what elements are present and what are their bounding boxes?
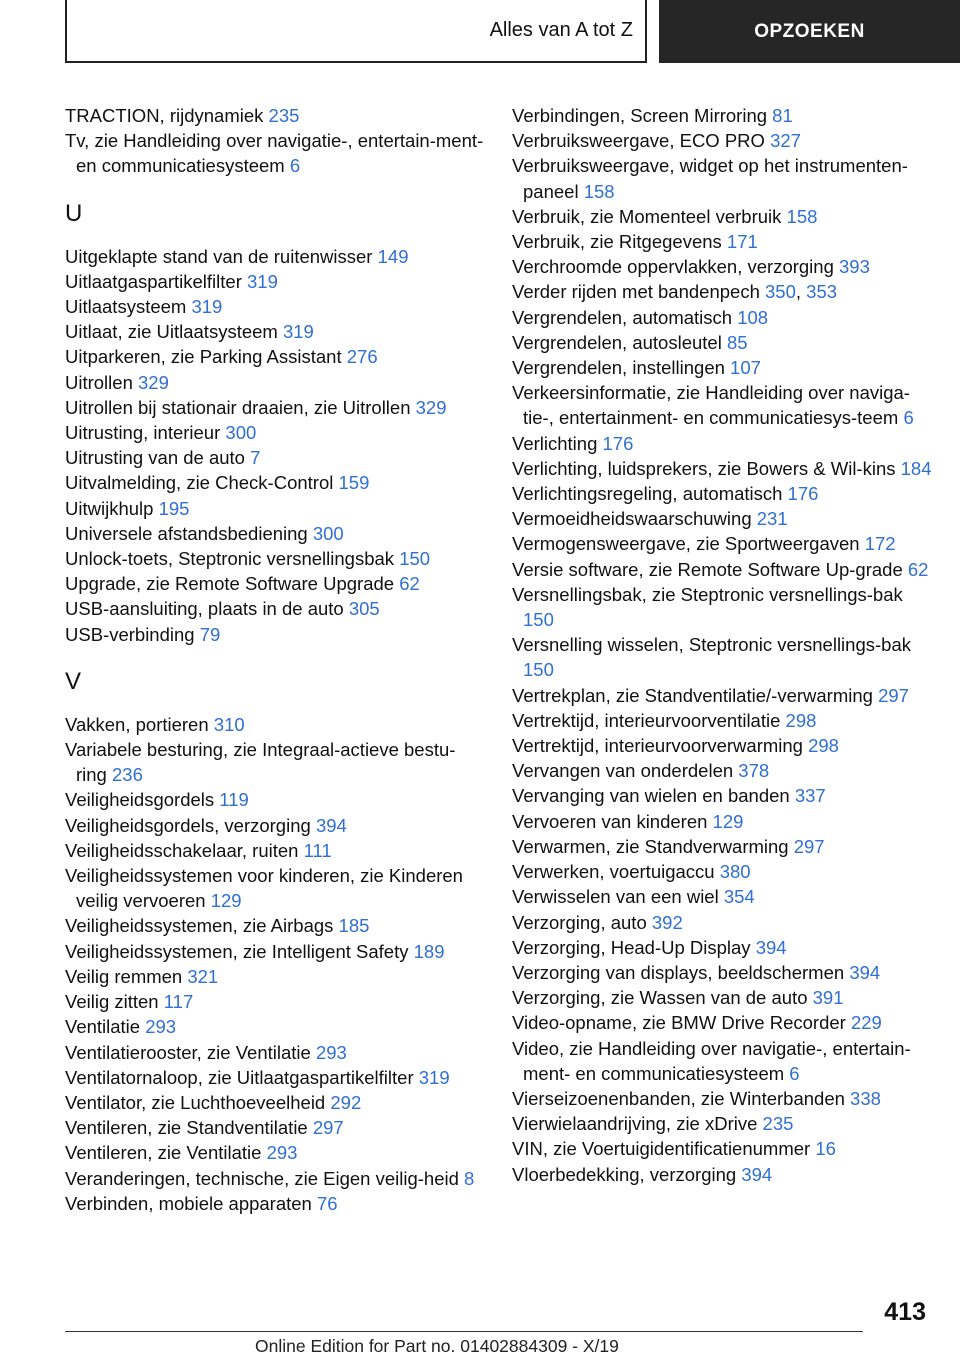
page-link[interactable]: 7 (250, 447, 261, 469)
page-link[interactable]: 297 (312, 1117, 344, 1139)
page-link[interactable]: 298 (785, 709, 817, 731)
entry-term: Verchroomde oppervlakken, verzorging (512, 256, 834, 278)
entry-term: Uitrollen bij stationair draaien, zie Uitrollen (65, 396, 411, 418)
index-entry (512, 809, 932, 834)
index-entry (512, 1010, 932, 1035)
index-entry (512, 582, 932, 632)
page-link[interactable]: 176 (602, 432, 634, 454)
entry-term: Verbruiksweergave, ECO PRO (512, 130, 765, 152)
index-entry (65, 395, 485, 420)
index-column-left (65, 103, 485, 1216)
index-entry (512, 1136, 932, 1161)
page-link[interactable]: 236 (112, 764, 143, 786)
index-entry (65, 596, 485, 621)
page-link[interactable]: 319 (247, 270, 278, 292)
page-link[interactable]: 235 (762, 1113, 794, 1135)
entry-term: USB-aansluiting, plaats in de auto (65, 598, 344, 620)
tab-opzoeken[interactable]: OPZOEKEN (659, 0, 960, 63)
page-link[interactable]: 327 (770, 130, 801, 152)
page-link[interactable]: 16 (815, 1138, 836, 1160)
entry-term: Video, zie Handleiding over navigatie-, entertain-ment- en communicatiesysteem (512, 1037, 911, 1084)
page-link[interactable]: 319 (191, 296, 223, 318)
entry-term: Vertrektijd, interieurvoorverwarming (512, 735, 803, 757)
entry-term: Verbruik, zie Momenteel verbruik (512, 205, 782, 227)
page-link[interactable]: 150 (523, 609, 554, 631)
entries-t (65, 103, 485, 179)
entry-term: Unlock-toets, Steptronic versnellingsbak (65, 548, 395, 570)
index-entry (512, 481, 932, 506)
page-link[interactable]: 321 (187, 965, 219, 987)
index-entry (65, 1166, 485, 1191)
entry-term: Vergrendelen, autosleutel (512, 331, 722, 353)
index-entry (65, 737, 485, 787)
entry-term: Verwerken, voertuigaccu (512, 861, 715, 883)
page-link[interactable]: 293 (145, 1016, 177, 1038)
entry-term: Video-opname, zie BMW Drive Recorder (512, 1012, 846, 1034)
section-letter-u: U (65, 199, 83, 227)
index-entry (65, 913, 485, 938)
index-entry (512, 632, 932, 682)
index-entry (512, 1086, 932, 1111)
index-entry (512, 935, 932, 960)
entry-term: Vergrendelen, instellingen (512, 357, 725, 379)
page-link[interactable]: 300 (312, 522, 344, 544)
page-link[interactable]: 172 (864, 533, 896, 555)
page-link[interactable]: 300 (225, 422, 257, 444)
index-entry (65, 344, 485, 369)
page-link[interactable]: 119 (219, 789, 249, 811)
index-entry (65, 294, 485, 319)
entry-term: Vermoeidheidswaarschuwing (512, 508, 752, 530)
index-entry (65, 571, 485, 596)
entry-term: Verzorging, Head-Up Display (512, 936, 751, 958)
entry-term: Vloerbedekking, verzorging (512, 1163, 737, 1185)
index-entry (512, 733, 932, 758)
index-entry (512, 960, 932, 985)
entry-term: Vervoeren van kinderen (512, 810, 708, 832)
page-link[interactable]: 378 (738, 760, 770, 782)
entry-term: Veiligheidssystemen, zie Airbags (65, 915, 334, 937)
index-entry (512, 557, 932, 582)
entry-term: Ventilator, zie Luchthoeveelheid (65, 1091, 326, 1113)
index-entry (65, 787, 485, 812)
index-entry (512, 758, 932, 783)
index-entry (512, 531, 932, 556)
page-link[interactable]: 329 (138, 371, 169, 393)
page-link[interactable]: 293 (315, 1041, 347, 1063)
page-link[interactable]: 350 (765, 281, 796, 303)
index-entry (65, 103, 485, 128)
index-entry (512, 305, 932, 330)
index-entry (65, 1140, 485, 1165)
index-entry (512, 103, 932, 128)
index-entry (65, 1191, 485, 1216)
page-link[interactable]: 235 (268, 105, 300, 126)
entry-term: Verlichtingsregeling, automatisch (512, 483, 783, 505)
index-entry (512, 834, 932, 859)
page-link[interactable]: 354 (723, 886, 755, 908)
index-entry (512, 708, 932, 733)
index-entry (512, 910, 932, 935)
page-link[interactable]: 337 (794, 785, 826, 807)
entry-term: Verzorging van displays, beeldschermen (512, 961, 845, 983)
page-link[interactable]: 394 (849, 961, 881, 983)
index-entry (512, 1111, 932, 1136)
entry-term: Verwarmen, zie Standverwarming (512, 835, 789, 857)
index-entry (65, 1090, 485, 1115)
page-link[interactable]: 393 (839, 256, 870, 278)
page-link[interactable]: 391 (812, 987, 844, 1009)
entry-term: Universele afstandsbediening (65, 522, 308, 544)
entry-term: Veranderingen, technische, zie Eigen veilig-heid (65, 1167, 459, 1189)
entry-term: Vakken, portieren (65, 713, 209, 735)
entry-term: Veiligheidssystemen, zie Intelligent Safety (65, 940, 409, 962)
index-entry (512, 783, 932, 808)
page-link[interactable]: 229 (850, 1012, 882, 1034)
entry-term: Veiligheidsgordels, verzorging (65, 814, 311, 836)
entry-term: Vergrendelen, automatisch (512, 306, 733, 328)
page-link[interactable]: 392 (651, 911, 683, 933)
tab-alles-van-a-tot-z[interactable]: Alles van A tot Z (65, 0, 647, 63)
page-link[interactable]: 329 (415, 396, 447, 418)
index-entry (512, 985, 932, 1010)
index-entry: Verder rijden met bandenpech 350, 353 (512, 281, 838, 303)
index-entry (65, 244, 485, 269)
entry-term: Vertrekplan, zie Standventilatie/-verwarming (512, 684, 873, 706)
index-entry (65, 470, 485, 495)
index-entry (65, 269, 485, 294)
entry-term: Verbinden, mobiele apparaten (65, 1192, 312, 1214)
index-entry (512, 884, 932, 909)
index-entry (65, 989, 485, 1014)
index-entry (512, 431, 932, 456)
entry-term: VIN, zie Voertuigidentificatienummer (512, 1138, 811, 1160)
page-link[interactable]: 149 (377, 245, 409, 267)
page-link[interactable]: 62 (907, 558, 929, 580)
entry-term: Vermogensweergave, zie Sportweergaven (512, 533, 860, 555)
page-number: 413 (884, 1298, 926, 1326)
page-link[interactable]: 231 (756, 508, 788, 530)
entry-term: Uitvalmelding, zie Check-Control (65, 472, 334, 494)
index-entry (512, 355, 932, 380)
entry-term: TRACTION, rijdynamiek (65, 105, 264, 126)
entry-term: Uitgeklapte stand van de ruitenwisser (65, 245, 373, 267)
index-entry (512, 1162, 932, 1187)
index-entry (512, 859, 932, 884)
entry-term: Versnellingsbak, zie Steptronic versnellings-bak (512, 583, 903, 605)
index-entry (512, 456, 932, 481)
page-link[interactable]: 276 (346, 346, 378, 368)
entry-term: Verkeersinformatie, zie Handleiding over naviga-tie-, entertainment- en communicatiesys-teem (512, 382, 910, 429)
index-entry (65, 445, 485, 470)
page-link[interactable]: 195 (158, 497, 190, 519)
entry-term: Vierwielaandrijving, zie xDrive (512, 1113, 758, 1135)
page-link[interactable]: 129 (210, 890, 242, 912)
entry-term: Variabele besturing, zie Integraal-actieve bestu-ring (65, 739, 456, 786)
entry-term: USB-verbinding (65, 623, 195, 645)
index-entry (65, 622, 485, 647)
footer-divider (65, 1331, 863, 1332)
page-link[interactable]: 293 (266, 1142, 298, 1164)
index-entry (65, 1040, 485, 1065)
entry-term: Verlichting (512, 432, 598, 454)
entry-term: Uitrollen (65, 371, 133, 393)
entry-term: Uitrusting van de auto (65, 447, 245, 469)
index-entry (512, 128, 932, 153)
entry-term: Versie software, zie Remote Software Up-grade (512, 558, 903, 580)
page-link[interactable]: 62 (399, 573, 420, 595)
entry-term: Uitlaatgaspartikelfilter (65, 270, 242, 292)
entry-term: Tv, zie Handleiding over navigatie-, entertain-ment- en communicatiesysteem (65, 130, 484, 177)
entry-term: Veiligheidssystemen voor kinderen, zie Kinderen veilig vervoeren (65, 865, 463, 912)
entry-term: Ventilatierooster, zie Ventilatie (65, 1041, 311, 1063)
page-link[interactable]: 108 (737, 306, 769, 328)
entry-term: Verlichting, luidsprekers, zie Bowers & Wil-kins (512, 457, 896, 479)
page-link[interactable]: 158 (583, 180, 615, 202)
entry-term: Uitrusting, interieur (65, 422, 221, 444)
footer-edition: Online Edition for Part no. 01402884309 - X/19 (255, 1336, 619, 1356)
entry-term: Ventileren, zie Ventilatie (65, 1142, 262, 1164)
page-link[interactable]: 176 (787, 483, 819, 505)
index-entry (65, 712, 485, 737)
entry-term: Verbruiksweergave, widget op het instrumenten-paneel (512, 155, 908, 202)
entry-term: Vierseizoenenbanden, zie Winterbanden (512, 1087, 845, 1109)
entries-u (65, 244, 485, 647)
index-entry (512, 254, 932, 279)
index-entry (512, 153, 932, 203)
page-link[interactable]: 107 (730, 357, 761, 379)
page-link[interactable]: 6 (289, 155, 301, 177)
entry-term: Vervangen van onderdelen (512, 760, 734, 782)
page-link[interactable]: 159 (338, 472, 370, 494)
entry-term: Versnelling wisselen, Steptronic versnellings-bak (512, 634, 911, 656)
entry-term: Veiligheidsschakelaar, ruiten (65, 839, 299, 861)
page-link[interactable]: 338 (850, 1087, 881, 1109)
page-link[interactable]: 297 (793, 835, 825, 857)
index-entry (65, 813, 485, 838)
index-entry (512, 204, 932, 229)
entries-v (65, 712, 485, 1216)
index-entry (512, 380, 932, 430)
page-link[interactable]: 394 (755, 936, 787, 958)
page-link[interactable]: 111 (303, 839, 332, 861)
page-link[interactable]: 319 (418, 1066, 450, 1088)
entry-term: Uitlaat, zie Uitlaatsysteem (65, 321, 278, 343)
page-link[interactable]: 185 (338, 915, 370, 937)
entry-term: Vertrektijd, interieurvoorventilatie (512, 709, 781, 731)
entry-term: Verwisselen van een wiel (512, 886, 719, 908)
page-link[interactable]: 184 (900, 457, 932, 479)
entry-term: Veilig zitten (65, 991, 159, 1013)
index-entry (65, 939, 485, 964)
entry-term: Uitwijkhulp (65, 497, 154, 519)
page-link[interactable]: 298 (808, 735, 839, 757)
page-link[interactable]: 117 (163, 991, 194, 1013)
index-entry (65, 863, 485, 913)
index-entry (65, 838, 485, 863)
page-link[interactable]: 6 (903, 407, 914, 429)
index-entry (65, 521, 485, 546)
page-link[interactable]: 129 (712, 810, 744, 832)
page-link[interactable]: 76 (317, 1192, 338, 1214)
entry-term: Veilig remmen (65, 965, 183, 987)
page-link[interactable]: 353 (806, 281, 838, 303)
index-column-right (512, 103, 932, 1187)
index-entry (65, 128, 485, 178)
entries-v-continued (512, 103, 932, 1187)
entry-term: Uitparkeren, zie Parking Assistant (65, 346, 342, 368)
entry-term: Verder rijden met bandenpech (512, 281, 760, 303)
page-link[interactable]: 305 (348, 598, 380, 620)
page-link[interactable]: 394 (741, 1163, 773, 1185)
index-entry (65, 546, 485, 571)
page-link[interactable]: 394 (315, 814, 347, 836)
page-link[interactable]: 6 (789, 1062, 800, 1084)
page-link[interactable]: 319 (282, 321, 314, 343)
index-entry (512, 506, 932, 531)
index-entry (65, 964, 485, 989)
page-link[interactable]: 85 (726, 331, 748, 353)
index-entry (65, 1115, 485, 1140)
index-entry (65, 370, 485, 395)
entry-term: Veiligheidsgordels (65, 789, 215, 811)
index-entry (65, 1014, 485, 1039)
page-link[interactable]: 189 (413, 940, 445, 962)
index-entry (65, 1065, 485, 1090)
entry-term: Verbindingen, Screen Mirroring (512, 105, 768, 126)
page-link[interactable]: 297 (878, 684, 909, 706)
page-link[interactable]: 81 (772, 105, 793, 126)
index-entry (512, 683, 932, 708)
index-entry (512, 229, 932, 254)
entry-term: Verbruik, zie Ritgegevens (512, 231, 722, 253)
page-link[interactable]: 79 (199, 623, 221, 645)
page-link[interactable]: 310 (213, 713, 245, 735)
entry-term: Ventilatie (65, 1016, 141, 1038)
entry-term: Verzorging, zie Wassen van de auto (512, 987, 808, 1009)
entry-term: Ventilatornaloop, zie Uitlaatgaspartikelfilter (65, 1066, 414, 1088)
entry-term: Verzorging, auto (512, 911, 647, 933)
entry-term: Ventileren, zie Standventilatie (65, 1117, 308, 1139)
page-link[interactable]: 292 (330, 1091, 362, 1113)
section-letter-v: V (65, 667, 82, 695)
entry-term: Uitlaatsysteem (65, 296, 187, 318)
index-entry (65, 319, 485, 344)
entry-term: Vervanging van wielen en banden (512, 785, 790, 807)
page-link[interactable]: 158 (786, 205, 818, 227)
page-link[interactable]: 8 (464, 1167, 475, 1189)
top-navigation (65, 0, 960, 66)
index-entry (512, 330, 932, 355)
page-link[interactable]: 380 (719, 861, 751, 883)
index-entry (65, 420, 485, 445)
index-entry (65, 496, 485, 521)
index-entry (512, 1036, 932, 1086)
entry-term: Upgrade, zie Remote Software Upgrade (65, 573, 395, 595)
page-link[interactable]: 150 (523, 659, 554, 681)
page-link[interactable]: 150 (399, 548, 431, 570)
page-link[interactable]: 171 (726, 231, 758, 253)
